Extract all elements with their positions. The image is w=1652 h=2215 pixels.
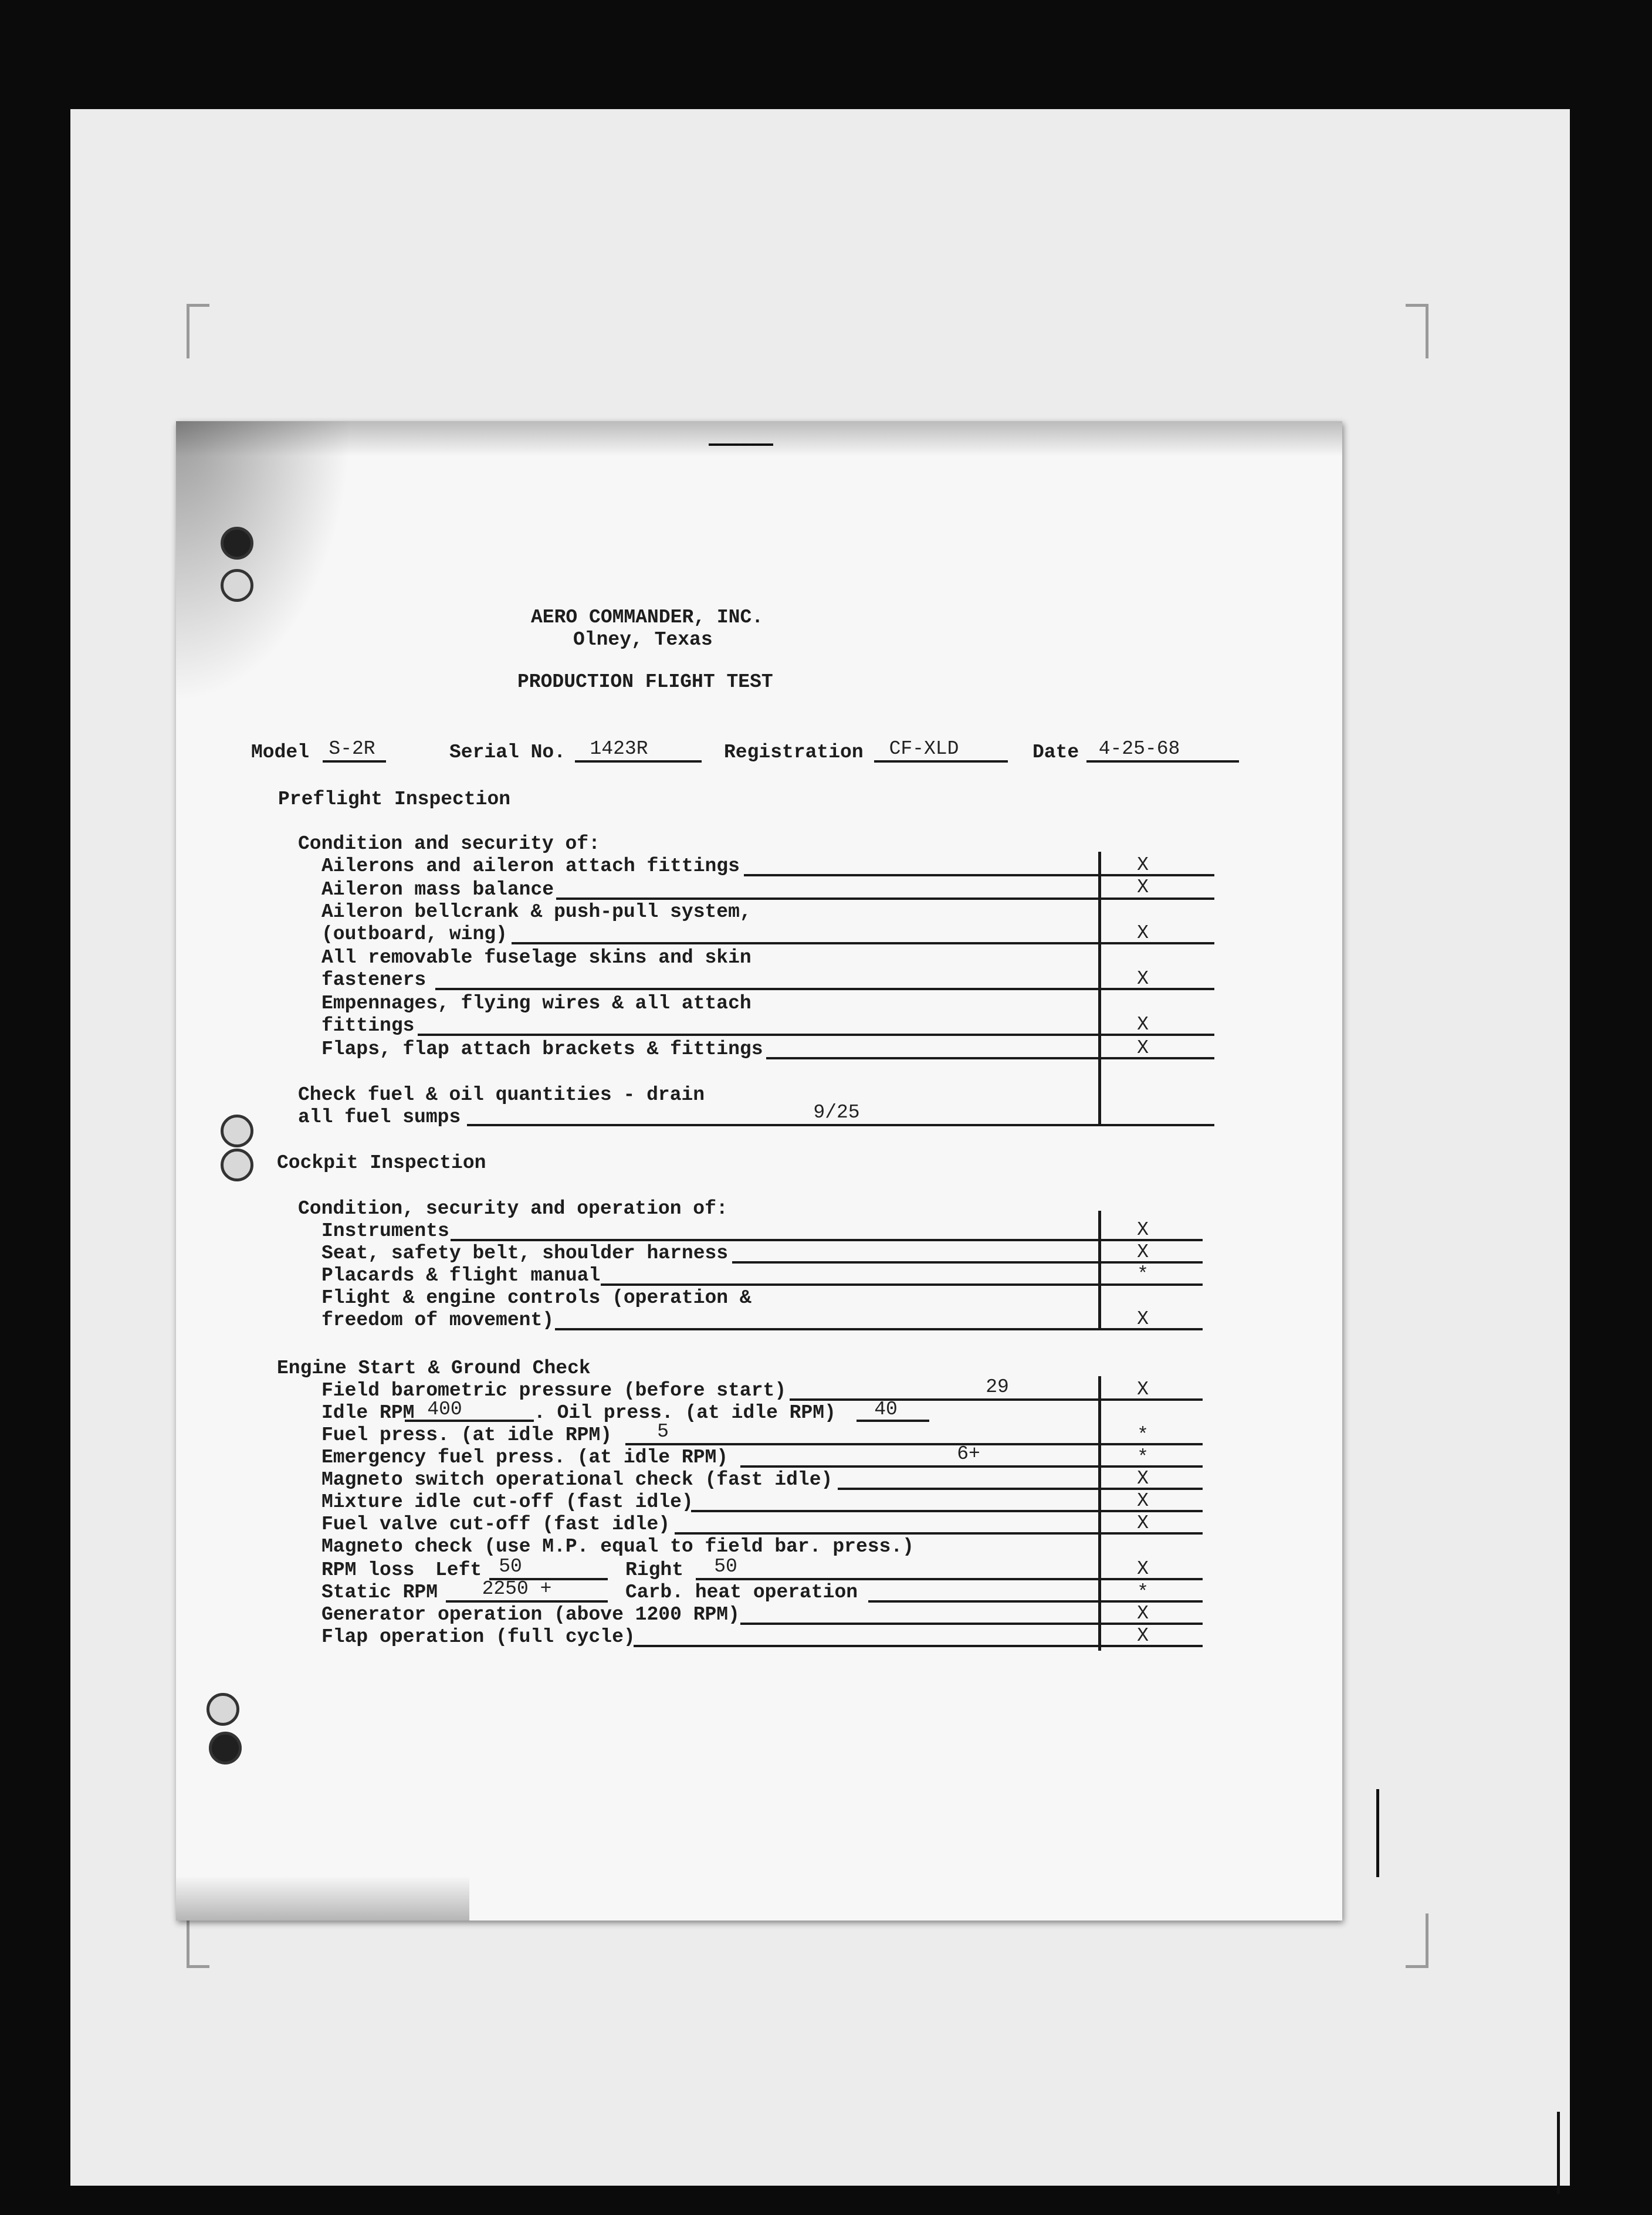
preflight-item-mark: X <box>1137 854 1149 876</box>
serial-underline <box>575 760 702 763</box>
cockpit-item-label: Placards & flight manual <box>321 1265 601 1286</box>
idle-rpm-label: Idle RPM <box>321 1402 415 1424</box>
fuel-valve-mark: X <box>1137 1512 1149 1534</box>
fuel-press-label: Fuel press. (at idle RPM) <box>321 1424 612 1446</box>
idle-rpm-underline <box>405 1420 534 1422</box>
serial-value: 1423R <box>590 738 648 760</box>
registration-value: CF-XLD <box>889 738 959 760</box>
preflight-item-mark: X <box>1137 968 1149 990</box>
oil-press-underline <box>857 1420 929 1422</box>
preflight-subheading: Condition and security of: <box>298 833 600 855</box>
preflight-item-label-line2: (outboard, wing) <box>321 923 507 945</box>
scan-vertical-mark <box>1376 1789 1379 1877</box>
cockpit-section-title: Cockpit Inspection <box>277 1152 486 1174</box>
preflight-item-label: Flaps, flap attach brackets & fittings <box>321 1038 763 1060</box>
magneto-switch-mark: X <box>1137 1468 1149 1489</box>
date-value: 4-25-68 <box>1098 738 1180 760</box>
model-value: S-2R <box>329 738 375 760</box>
preflight-item-underline <box>435 988 1214 990</box>
fuel-check-label: Check fuel & oil quantities - drain <box>298 1084 705 1106</box>
emergency-fuel-value: 6+ <box>957 1443 980 1465</box>
punch-hole <box>221 527 253 560</box>
rpm-loss-right-value: 50 <box>714 1556 737 1577</box>
field-baro-mark: X <box>1137 1379 1149 1400</box>
preflight-item-mark: X <box>1137 922 1149 944</box>
cockpit-item-mark: X <box>1137 1219 1149 1241</box>
serial-label: Serial No. <box>449 741 566 763</box>
rpm-loss-mark: X <box>1137 1558 1149 1580</box>
form-title: PRODUCTION FLIGHT TEST <box>517 671 773 693</box>
cockpit-item-underline <box>601 1283 1203 1286</box>
fuel-check-value: 9/25 <box>813 1102 860 1123</box>
cockpit-item-label-line2: freedom of movement) <box>321 1309 554 1331</box>
rpm-loss-right-label: Right <box>625 1559 684 1581</box>
crop-mark-top-right <box>1406 304 1428 358</box>
field-baro-value: 29 <box>986 1376 1009 1398</box>
flap-operation-label: Flap operation (full cycle) <box>321 1626 635 1648</box>
fuel-press-underline <box>625 1443 1203 1445</box>
crop-mark-bottom-right <box>1406 1913 1428 1968</box>
date-underline <box>1086 760 1239 763</box>
scan-vertical-mark-right <box>1557 2112 1560 2194</box>
fuel-press-mark: * <box>1137 1424 1149 1446</box>
fuel-valve-label: Fuel valve cut-off (fast idle) <box>321 1513 671 1535</box>
punch-hole <box>221 569 253 602</box>
date-label: Date <box>1032 741 1079 763</box>
flap-operation-underline <box>634 1645 1203 1647</box>
cockpit-item-label: Flight & engine controls (operation & <box>321 1287 751 1309</box>
preflight-item-underline <box>512 942 1214 944</box>
oil-press-label: . Oil press. (at idle RPM) <box>534 1402 836 1424</box>
registration-label: Registration <box>724 741 864 763</box>
cockpit-item-underline <box>451 1239 1203 1241</box>
engine-section-title: Engine Start & Ground Check <box>277 1357 591 1379</box>
preflight-section-title: Preflight Inspection <box>278 788 511 810</box>
punch-hole <box>221 1115 253 1147</box>
fuel-press-value: 5 <box>657 1421 669 1442</box>
preflight-item-label: Ailerons and aileron attach fittings <box>321 855 740 877</box>
cockpit-item-label: Instruments <box>321 1220 449 1242</box>
preflight-item-label: Aileron mass balance <box>321 879 554 900</box>
emergency-fuel-mark: * <box>1137 1447 1149 1468</box>
cockpit-subheading: Condition, security and operation of: <box>298 1198 728 1220</box>
stray-dash <box>709 443 773 446</box>
cockpit-check-column-rule <box>1098 1211 1101 1330</box>
sheet-smudge <box>176 421 352 703</box>
registration-underline <box>874 760 1008 763</box>
punch-hole <box>206 1693 239 1726</box>
preflight-item-label: Aileron bellcrank & push-pull system, <box>321 901 751 923</box>
cockpit-item-mark: X <box>1137 1241 1149 1263</box>
mixture-cutoff-mark: X <box>1137 1490 1149 1512</box>
cockpit-item-mark: * <box>1137 1264 1149 1285</box>
preflight-item-mark: X <box>1137 1037 1149 1059</box>
rpm-loss-left-label: Left <box>435 1559 482 1581</box>
crop-mark-bottom-left <box>187 1913 209 1968</box>
sheet-smudge <box>176 1876 469 1921</box>
field-baro-label: Field barometric pressure (before start) <box>321 1380 787 1401</box>
cockpit-item-mark: X <box>1137 1308 1149 1330</box>
punch-hole <box>209 1732 242 1764</box>
preflight-item-label-line2: fittings <box>321 1015 415 1037</box>
oil-press-value: 40 <box>874 1398 898 1420</box>
preflight-item-underline <box>556 897 1214 900</box>
static-rpm-label: Static RPM <box>321 1581 438 1603</box>
rpm-loss-label: RPM loss <box>321 1559 415 1581</box>
emergency-fuel-label: Emergency fuel press. (at idle RPM) <box>321 1447 729 1468</box>
static-rpm-underline <box>446 1600 608 1603</box>
model-label: Model <box>251 741 310 763</box>
cockpit-item-label: Seat, safety belt, shoulder harness <box>321 1242 729 1264</box>
generator-mark: X <box>1137 1603 1149 1624</box>
generator-label: Generator operation (above 1200 RPM) <box>321 1604 740 1625</box>
preflight-item-label: Empennages, flying wires & all attach <box>321 993 751 1014</box>
preflight-item-label: All removable fuselage skins and skin <box>321 947 751 968</box>
company-location: Olney, Texas <box>573 629 713 651</box>
static-rpm-mark: * <box>1137 1581 1149 1603</box>
punch-hole <box>221 1149 253 1181</box>
static-rpm-value: 2250 + <box>482 1578 552 1600</box>
preflight-item-mark: X <box>1137 876 1149 898</box>
idle-rpm-value: 400 <box>427 1398 462 1420</box>
cockpit-item-underline <box>555 1328 1203 1330</box>
model-underline <box>323 760 386 763</box>
fuel-valve-underline <box>675 1532 1203 1535</box>
magneto-switch-label: Magneto switch operational check (fast idle) <box>321 1469 833 1491</box>
preflight-item-underline <box>418 1034 1214 1036</box>
magneto-check-label: Magneto check (use M.P. equal to field bar. press.) <box>321 1536 914 1557</box>
crop-mark-top-left <box>187 304 209 358</box>
preflight-item-label-line2: fasteners <box>321 969 426 991</box>
mixture-cutoff-label: Mixture idle cut-off (fast idle) <box>321 1491 693 1513</box>
preflight-item-mark: X <box>1137 1014 1149 1035</box>
company-name: AERO COMMANDER, INC. <box>531 607 764 628</box>
fuel-check-underline <box>467 1124 1214 1126</box>
fuel-check-label-line2: all fuel sumps <box>298 1106 461 1128</box>
carb-heat-label: Carb. heat operation <box>625 1581 858 1603</box>
flap-operation-mark: X <box>1137 1625 1149 1647</box>
engine-check-column-rule <box>1098 1376 1101 1651</box>
rpm-loss-left-value: 50 <box>499 1556 522 1577</box>
